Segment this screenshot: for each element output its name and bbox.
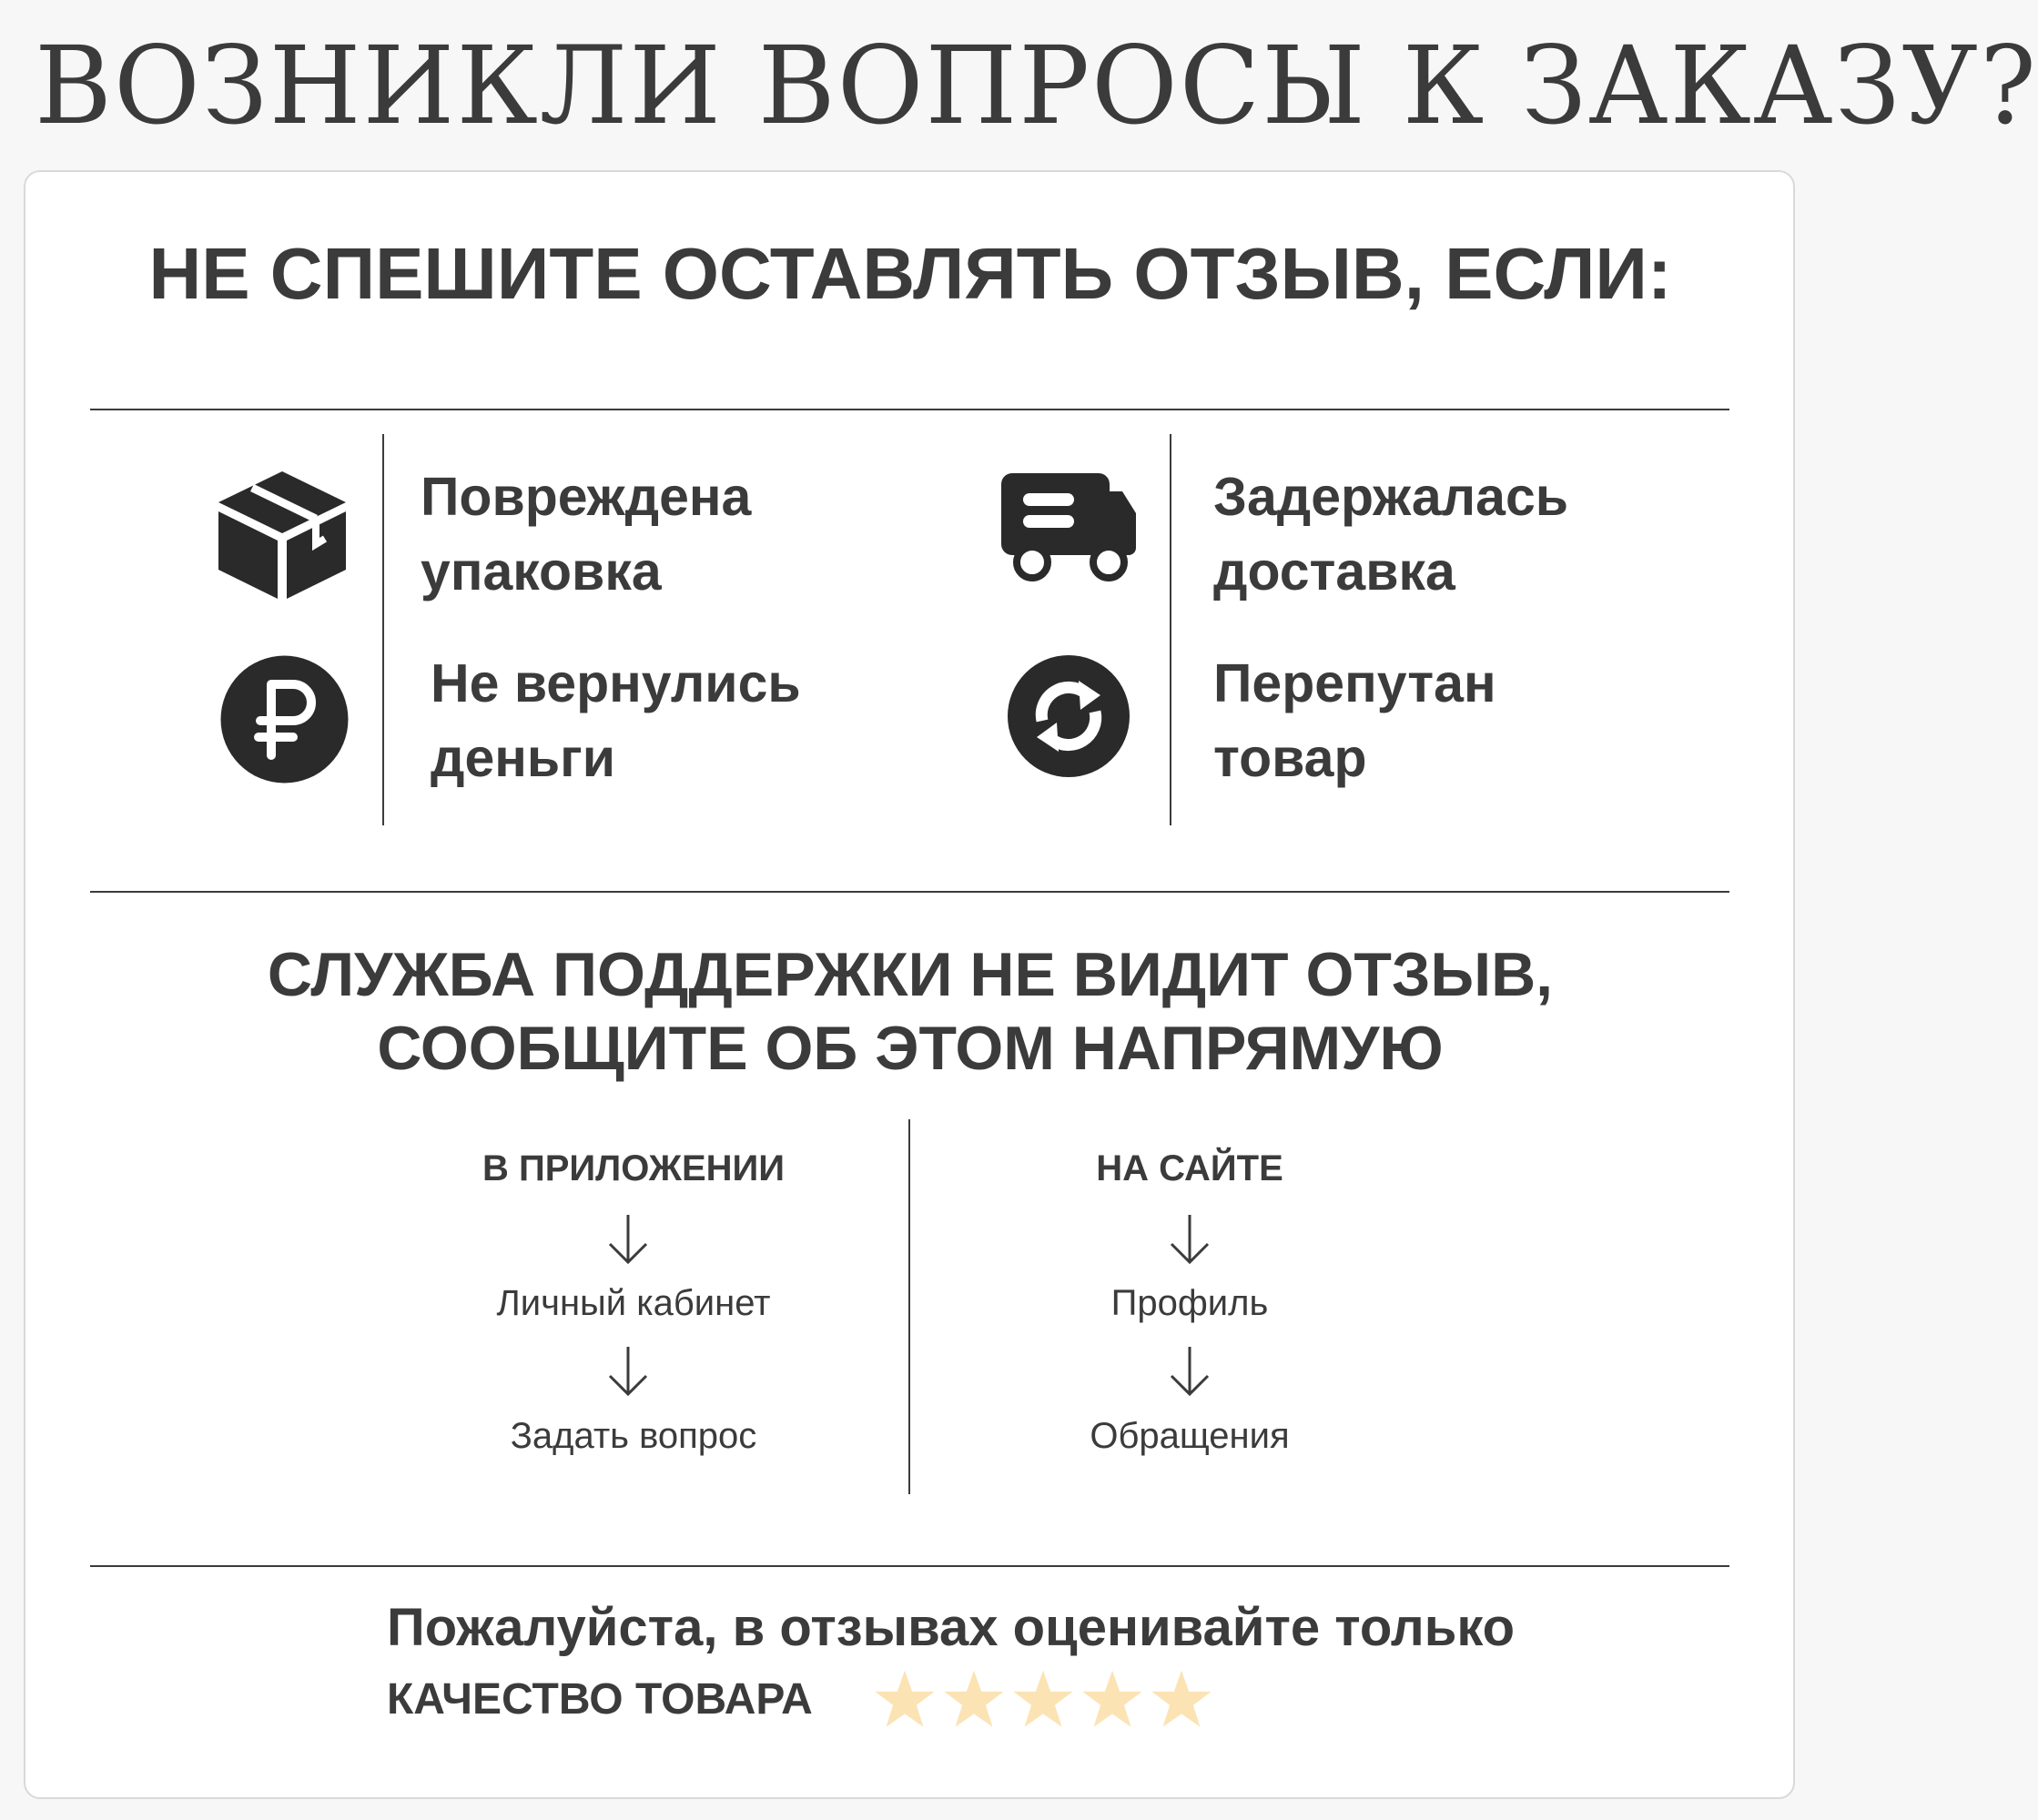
- star-icon: [874, 1668, 936, 1730]
- arrow-down-icon: [1162, 1345, 1217, 1400]
- issues-separator-left: [382, 434, 384, 825]
- issue-label-delivery: Задержалась доставка: [1213, 467, 1569, 602]
- support-separator: [908, 1119, 910, 1494]
- site-step-requests: Обращения: [1090, 1416, 1290, 1456]
- exchange-arrows-icon: [1006, 653, 1131, 779]
- star-icon: [1012, 1668, 1074, 1730]
- ruble-coin-icon: [218, 653, 350, 785]
- app-step-ask-question: Задать вопрос: [510, 1416, 757, 1456]
- column-label-site: НА САЙТЕ: [1096, 1148, 1283, 1188]
- support-heading-line1: СЛУЖБА ПОДДЕРЖКИ НЕ ВИДИТ ОТЗЫВ,: [267, 940, 1554, 1009]
- divider-middle: [90, 891, 1729, 893]
- issue-label-wrong-item: Перепутан товар: [1213, 653, 1496, 788]
- issue-label-packaging: Повреждена упаковка: [421, 467, 752, 602]
- issues-heading: НЕ СПЕШИТЕ ОСТАВЛЯТЬ ОТЗЫВ, ЕСЛИ:: [148, 233, 1672, 314]
- footer-emphasis: КАЧЕСТВО ТОВАРА: [387, 1675, 813, 1724]
- rating-stars: [874, 1668, 1212, 1732]
- support-heading-line2: СООБЩИТЕ ОБ ЭТОМ НАПРЯМУЮ: [377, 1014, 1444, 1083]
- app-step-account: Личный кабинет: [496, 1283, 771, 1323]
- delivery-truck-icon: [1001, 471, 1138, 581]
- footer-note: Пожалуйста, в отзывах оценивайте только: [387, 1598, 1516, 1657]
- star-icon: [1081, 1668, 1143, 1730]
- issues-separator-right: [1170, 434, 1171, 825]
- site-step-profile: Профиль: [1110, 1283, 1269, 1323]
- issue-label-refund: Не вернулись деньги: [431, 653, 801, 788]
- arrow-down-icon: [601, 1213, 655, 1268]
- divider-top: [90, 409, 1729, 410]
- package-box-icon: [214, 464, 350, 601]
- arrow-down-icon: [1162, 1213, 1217, 1268]
- star-icon: [943, 1668, 1005, 1730]
- column-label-app: В ПРИЛОЖЕНИИ: [482, 1148, 786, 1188]
- star-icon: [1151, 1668, 1212, 1730]
- arrow-down-icon: [601, 1345, 655, 1400]
- page-title: ВОЗНИКЛИ ВОПРОСЫ К ЗАКАЗУ?: [35, 23, 2038, 148]
- divider-bottom: [90, 1565, 1729, 1567]
